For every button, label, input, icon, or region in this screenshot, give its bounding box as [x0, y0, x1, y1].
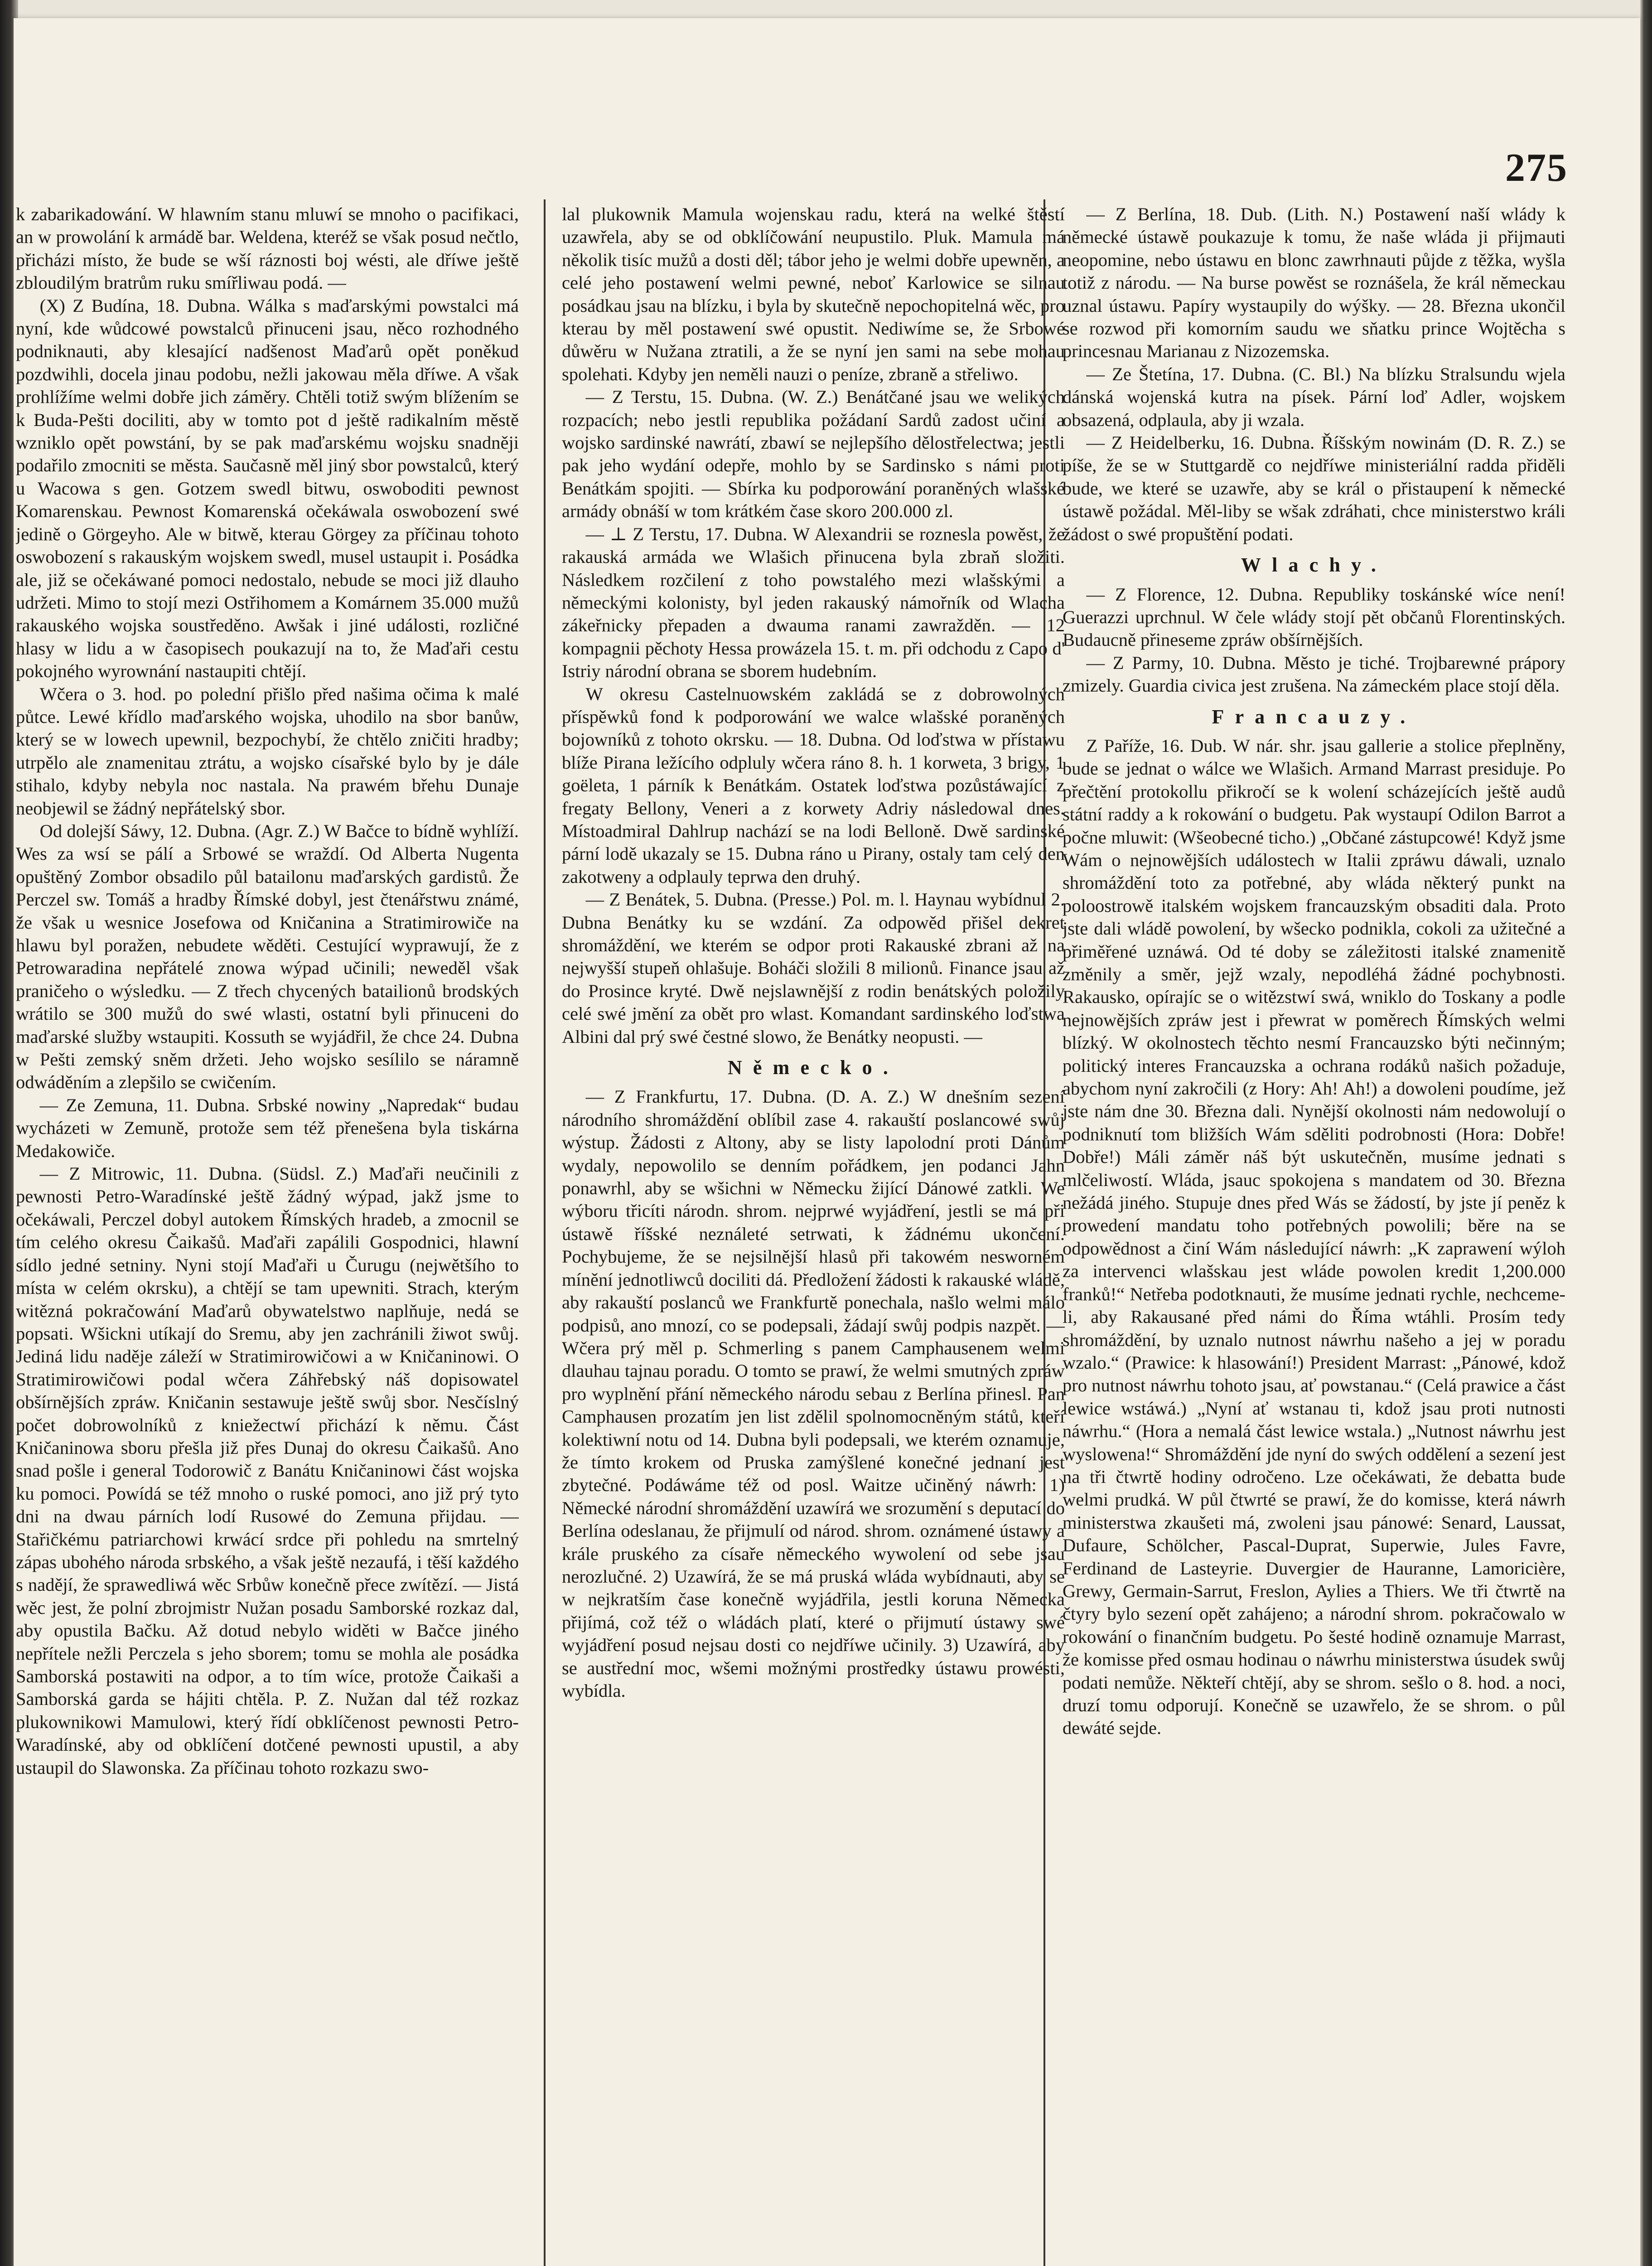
- article-paragraph: Wčera o 3. hod. po polední přišlo před našima očima k malé půtce. Lewé křídlo maďarského wojska, uhodilo na sbor banůw, který se w lowech upewnil, bezpochybí, že chtělo zničiti hradby; utrpělo ale znamenitau ztrátu, a wojsko císařské bylo by je dále stihalo, kdyby nebyla noc nastala. Na prawém břehu Dunaje neobjewil se žádný nepřátelský sbor.: [16, 683, 519, 818]
- article-paragraph: lal plukownik Mamula wojenskau radu, která na welké štěstí uzawřela, aby se od obklíčowání neupustilo. Pluk. Mamula má několik tisíc mužů a dosti děl; tábor jeho je welmi dobře upewněn, a celé jeho postawení welmi pewné, neboť Karlowice se silnau posádkau jsau na blízku, i byla by skutečně nepochopitelná wěc, pro kterau by měl postawení swé opustit. Nediwíme se, že Srbowé důwěru w Nužana ztratili, a že se nyní jen sami na sebe mohau spolehati. Kdyby jen neměli nauzi o peníze, zbraně a střeliwo.: [562, 204, 1065, 384]
- section-heading: Německo.: [727, 1056, 899, 1079]
- article-paragraph: — Z Terstu, 15. Dubna. (W. Z.) Benátčané jsau we welikých rozpacích; nebo jestli republika požádaní Sardů zadost učiní a wojsko sardinské nawrátí, zbawí se nejlepšího dělostřelectwa; jestli pak jeho wydání odepře, mohlo by se Sardinsko s námi proti Benátkám spojiti. — Sbírka ku podporowání poraněných wlašské armády obnáší w tom krátkém čase skoro 200.000 zl.: [562, 387, 1065, 522]
- article-paragraph: (X) Z Budína, 18. Dubna. Wálka s maďarskými powstalci má nyní, kde wůdcowé powstalců přinuceni jsau, něco rozhodného podniknauti, aby klesající nadšenost Maďarů opět poněkud pozdwihli, docela jinau podobu, nežli jakowau měla dříwe. A však prohlížíme welmi dobře jich záměry. Chtěli totiž swým blížením se k Buda-Pešti dociliti, aby w tomto pot d ještě radikalním městě wzniklo opět powstání, by se pak maďarskému wojsku snadněji podařilo zmocniti se města. Saučasně měl jiný sbor powstalců, který u Wacowa s gen. Gotzem swedl bitwu, oswoboditi pewnost Komarenskau. Pewnost Komarenská očekáwala oswobození swé jedině o Görgeyho. Ale w bitwě, kterau Görgey za příčinau tohoto oswobození s rakauským wojskem swedl, musel ustaupit i. Posádka ale, již se očekáwané pomoci nedostalo, nebude se moci již dlauho udržeti. Mimo to stojí mezi Ostřihomem a Komárnem 35.000 mužů rakauského wojska soustředěno. Awšak i jiné události, rozličné hlasy w lidu a w časopisech poukazují na to, že Maďaři cestu pokojného wyrownání nastaupiti chtějí.: [16, 295, 519, 682]
- column-divider: [544, 199, 546, 2266]
- text-column-middle: [562, 203, 1065, 2266]
- article-paragraph: — Ze Štetína, 17. Dubna. (C. Bl.) Na blízku Stralsundu wjela dánská wojenská kutra na písek. Pární loď Adler, wojskem obsazená, odplaula, aby ji wzala.: [1063, 363, 1565, 430]
- article-paragraph: Od dolejší Sáwy, 12. Dubna. (Agr. Z.) W Bačce to bídně wyhlíží. Wes za wsí se pálí a Srbowé se wraždí. Od Alberta Nugenta opuštěný Zombor obsadilo půl batailonu maďarských gardistů. Že Perczel sw. Tomáš a hradby Římské dobyl, jest čtenářstwu známé, že však u wesnice Josefowa od Kničanina a Stratimirowiče na hlawu byl poražen, nebudete wěděti. Cestující wyprawují, že z Petrowaradina nepřátelé znowa wýpad učinili; neweděl však praničeho o wýsledku. — Z třech chycených batailionů brodských wrátilo se 300 mužů do swé wlasti, ostatní byli přinuceni do maďarské služby wstaupiti. Kossuth se wyjádřil, že chce 24. Dubna w Pešti zemský sněm držeti. Jeho wojsko sesílilo se náramně odwáděním a zlepšilo se cwičením.: [16, 820, 519, 1093]
- article-paragraph: — Z Benátek, 5. Dubna. (Presse.) Pol. m. l. Haynau wybídnul 2. Dubna Benátky ku se wzdání. Za odpowěd přišel dekret shromáždění, we kterém se odpor proti Rakauské zbrani až na nejwyšší stupeň ohlašuje. Boháči složili 8 milionů. Finance jsau až do Prosince kryté. Dwě nejslawnější z rodin benátských položily celé swé jmění za obět pro wlast. Komandant sardinského loďstwa Albini dal prý swé čestné slowo, že Benátky neopusti. —: [562, 889, 1065, 1047]
- article-paragraph: k zabarikadowání. W hlawním stanu mluwí se mnoho o pacifikaci, an w prowolání k armádě bar. Weldena, kteréž se však posud nečtlo, přicházi místo, že bude se wší ráznosti boj wésti, ale dříwe ještě zbloudilým bratrům ruku smířliwau podá. —: [16, 204, 519, 293]
- page-number: 275: [1505, 146, 1568, 190]
- article-paragraph: — Z Berlína, 18. Dub. (Lith. N.) Postawení naší wlády k německé ústawě poukazuje k tomu, že naše wláda ji přijmauti neopomine, nebo ústawu en blonc zawrhnauti půjde z těžka, wyšla totiž z národu. — Na burse powěst se roznášela, že král německau uznal ústawu. Papíry wystaupily do wýšky. — 28. Března ukončil se rozwod při komorním saudu we sňatku prince Wojtěcha s princesnau Marianau z Nizozemska.: [1063, 204, 1565, 362]
- section-heading: Wlachy.: [1241, 554, 1387, 576]
- page-edge-shadow: [1640, 0, 1652, 2266]
- article-paragraph: — Z Heidelberku, 16. Dubna. Říšským nowinám (D. R. Z.) se píše, že se w Stuttgardě co nejdříwe ministeriální radda přiděli bude, we které se uzawře, aby se král o přistaupení k německé ústawě požádal. Měl-liby se wšak zdráhati, chce ministerstwo králi žádost o swé propuštění podati.: [1063, 432, 1565, 544]
- article-paragraph: — Z Parmy, 10. Dubna. Město je tiché. Trojbarewné prápory zmizely. Guardia civica jest zrušena. Na zámeckém place stojí děla.: [1063, 652, 1565, 696]
- article-paragraph: W okresu Castelnuowském zakládá se z dobrowolných příspěwků fond k podporowání we walce wlašské poraněných bojowníků z tohoto okrsku. — 18. Dubna. Od loďstwa w přístawu blíže Pirana ležícího odpluly wčera ráno 8. h. 1 korweta, 3 brigy, 1 goëleta, 1 párník k Benátkám. Ostatek loďstwa pozůstáwající z fregaty Bellony, Veneri a z korwety Adriy následowal dnes. Místoadmiral Dahlrup nachází se na lodi Belloně. Dwě sardinské pární lodě ukazaly se 15. Dubna ráno u Pirany, ostaly tam celý den zakotweny a odplauly teprwa den druhý.: [562, 683, 1065, 887]
- article-paragraph: Z Paříže, 16. Dub. W nár. shr. jsau gallerie a stolice přeplněny, bude se jednat o wálce we Wlašich. Armand Marrast presiduje. Po přečtění protokollu přikročí se k wolení scházejících ještě audů státní raddy a k rokowání o budgetu. Pak wystaupí Odilon Barrot a počne mluwit: (Wšeobecné ticho.) „Občané zástupcowé! Když jsme Wám o nejnowějších událostech w Italii zpráwu dáwali, uznalo shromáždění toto za potřebné, aby wláda některý punkt na poloostrowě italském wojskem francauzským obsaditi dala. Proto jste dali wládě powolení, by wšecko podnikla, cokoli za užitečné a přiměřené uznáwá. Od té doby se záležitosti italské znamenitě změnily a směr, jejž wzaly, nepodléhá žádné pochybnosti. Rakausko, opírajíc se o witězstwí swá, wniklo do Toskany a podle nejnowějších zpráw jest i přewrat w poměrech Římských welmi blízký. W okolnostech těchto nesmí Francauzsko býti nečinným; politický interes Francauzska a ochrana rodáků našich požaduje, abychom nyní zakročili (z Hory: Ah! Ah!) a dowoleni poudíme, jež jste nám dne 30. Března dali. Nynější okolnosti nám nedowolují o podniknutí tom bližších Wám sděliti podrobnosti (Hora: Dobře! Dobře!) Máli záměr náš být uskutečněn, musíme jednati s mlčeliwostí. Wláda, jsauc spokojena s mandatem od 30. Března nežádá jiného. Stupuje dnes před Wás se žádostí, by jste jí peněz k prowedení mandatu toho potřebných powolili; běre na se odpowědnost a činí Wám následující náwrh: „K zaprawení wýloh za intervenci wlašskau jest wláde powolen kredit 1,200.000 franků!“ Netřeba podotknauti, že musíme jednati rychle, nechceme-li, aby Rakausané před námi do Říma wtáhli. Prosím tedy shromáždění, by uznalo nutnost náwrhu našeho a jej w poradu wzalo.“ (Prawice: k hlasowání!) President Marrast: „Pánowé, kdož pro nutnost náwrhu tohoto jsau, ať powstanau.“ (Celá prawice a část lewice wstáwá.) „Nyní ať wstanau ti, kdož jsau proti nutnosti náwrhu.“ (Hora a nemalá část lewice wstala.) „Nutnost náwrhu jest wyslowena!“ Shromáždění jde nyní do swých oddělení a sezení jest na tři čtwrtě hodiny odročeno. Lze očekáwati, že debatta bude welmi prudká. W půl čtwrté se prawí, že do komisse, která náwrh ministerstwa zkaušeti má, zwoleni jsau pánowé: Senard, Laussat, Dufaure, Schölcher, Pascal-Duprat, Superwie, Jules Favre, Ferdinand de Lasteyrie. Duvergier de Hauranne, Lamoricière, Grewy, Germain-Sarrut, Freslon, Aylies a Thiers. We tři čtwrtě na čtyry bylo sezení opět zahájeno; a národní shrom. pokračowalo w rokowání o finančním budgetu. Po šesté hodině oznamuje Marrast, že komisse před osmau hodinau o náwrhu ministerstwa úsudek swůj podati nemůže. Někteří chtějí, aby se shrom. sešlo o 8. hod. a noci, druzí tomu odporují. Konečně se uzawřelo, že se shrom. o půl dewáté sejde.: [1063, 735, 1565, 1738]
- article-paragraph: — Z Frankfurtu, 17. Dubna. (D. A. Z.) W dnešním sezení národního shromáždění oblíbil zase 4. rakauští poslancowé swůj wýstup. Žádosti z Altony, aby se listy lapolodní proti Dánům wydaly, nepowolilo se denním pořádkem, jen podanci Jahn ponawrhl, aby se wšichni w Německu žijící Dánowé zatkli. We wýboru třicíti národn. shrom. nejprwé wyjádření, jestli se má při ústawě říšské neználeté setrwati, k žádnému ukončení. Pochybujeme, že se nejsilnější hlasů při takowém nesworném mínění jednotliwců dociliti dá. Předložení žádosti k rakauské wládě, aby rakauští poslanců we Frankfurtě ponechala, našlo welmi málo podpisů, ano mnozí, co se podepsali, žádají swůj podpis nazpět. — Wčera prý měl p. Schmerling s panem Camphausenem welmi dlauhau tajnau poradu. O tomto se prawí, že welmi smutných zpráw pro wyplnění přání německého národu sebau z Berlína přinesl. Pan Camphausen prozatím jen list zdělil spolnomocněným států, kteří kolektiwní notu od 14. Dubna byli podepsali, we kterém oznamuje, že tímto krokem od Pruska zamýšlené konečné jednaní jest zbytečné. Podáwáme též od posl. Waitze učiněný náwrh: 1) Německé národní shromáždění uzawírá we srozumění s deputací do Berlína odeslanau, že přijmulí od národ. shrom. oznámené ústawy a krále pruského za císaře německého wywolení od sebe jsau nerozlučné. 2) Uzawírá, že se má pruská wláda wybídnauti, aby se w nejkratším čase konečně wyjádřila, jestli koruna Německa přijímá, což též o wládách platí, které o přijmutí ústawy swé wyjádření posud nejsau dosti co nejdříwe učinily. 3) Uzawírá, aby se austřední moc, wšemi možnými prostředky ústawu prowésti, wybídla.: [562, 1086, 1065, 1701]
- article-paragraph: — ⊥ Z Terstu, 17. Dubna. W Alexandrii se roznesla powěst, že rakauská armáda we Wlašich přinucena byla zbraň složiti. Následkem rozčilení z toho powstalého mezi wlašskými a německými kolonisty, byl jeden rakauský námořník od Wlacha zákeřnicky přepaden a dwauma ranami zawražděn. — 12 kompagnii pěchoty Hessa prowázela 15. t. m. při odchodu z Capo d' Istriy národní obrana se sborem hudebním.: [562, 523, 1065, 682]
- text-column-right: [1063, 203, 1565, 2266]
- text-column-left: [16, 203, 519, 2266]
- article-paragraph: — Z Mitrowic, 11. Dubna. (Südsl. Z.) Maďaři neučinili z pewnosti Petro-Waradínské ještě žádný wýpad, jakž jsme to očekáwali, Perczel dobyl autokem Římských hradeb, a zmocnil se tím celého okresu Čaikašů. Maďaři zapálili Gospodnici, hlawní sídlo jedné setniny. Nyni stojí Maďaři u Čurugu (nejwětšího to místa w celém okrsku), a chtějí se tam upewniti. Strach, kterým witězná pokračowání Maďarů obywatelstwo naplňuje, nedá se popsati. Wšickni utíkají do Sremu, aby jen zachránili žiwot swůj. Jediná lidu naděje záleží w Stratimirowičowi a w Kničaninowi. O Stratimirowičowi podal wčera Záhřebský náš dopisowatel obšírnějších zpráw. Kničanin sestawuje ještě swůj sbor. Nesčíslný počet dobrowolníků z kniežectwí přichází k němu. Část Kničaninowa sboru přešla již přes Dunaj do okresu Čaikašů. Ano snad pošle i general Todorowič z Banátu Kničaninowi část wojska ku pomoci. Powídá se též mnoho o ruské pomoci, ano již prý tyto dni na dwau párních lodí Rusowé do Zemuna přijdau. — Stařičkému patriarchowi krwácí srdce při pohledu na smrtelný zápas ubohého národa srbského, a však ještě nezaufá, i těší každého s nadějí, že sprawedliwá wěc Srbůw konečně přece zwítězí. — Jistá wěc jest, že polní zbrojmistr Nužan posadu Samborské rozkaz dal, aby opustila Bačku. Až dotud nebylo widěti w Bačce jiného nepřítele nežli Perczela s jeho sborem; tomu se mohla ale posádka Samborská postawiti na odpor, a to tím wíce, protože Čaikaši a Samborská garda se hájiti chtěla. P. Z. Nužan dal též rozkaz plukownikowi Mamulowi, který řídí obklíčenost pewnosti Petro-Waradínské, aby od obklíčení dotčené pewnosti upustil, a aby ustaupil do Slawonska. Za příčinau tohoto rozkazu swo-: [16, 1163, 519, 1778]
- section-heading: Francauzy.: [1212, 705, 1416, 728]
- article-paragraph: — Ze Zemuna, 11. Dubna. Srbské nowiny „Napredak“ budau wycházeti w Zemuně, protože sem též přenešena byla tiskárna Medakowiče.: [16, 1094, 519, 1161]
- article-paragraph: — Z Florence, 12. Dubna. Republiky toskánské wíce není! Guerazzi uprchnul. W čele wlády stojí pět občanů Florentinských. Budaucně přineseme zpráw obšírnějších.: [1063, 584, 1565, 650]
